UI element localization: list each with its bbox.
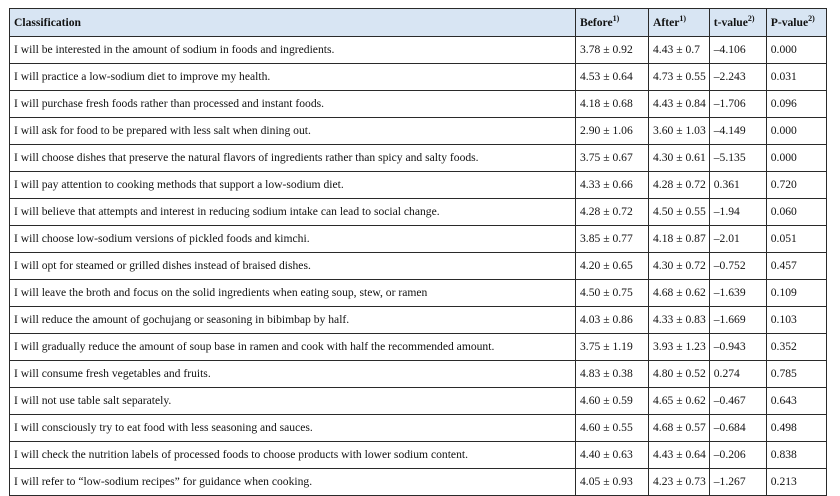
cell-after: 4.68 ± 0.57 xyxy=(649,415,710,442)
header-t-value-footnote: 2) xyxy=(747,13,755,23)
cell-p-value: 0.096 xyxy=(766,91,826,118)
header-t-value xyxy=(709,9,766,37)
cell-p-value: 0.031 xyxy=(766,64,826,91)
table-row xyxy=(10,172,827,199)
table-row xyxy=(10,469,827,496)
table-row xyxy=(10,91,827,118)
cell-after: 4.43 ± 0.64 xyxy=(649,442,710,469)
cell-after: 4.28 ± 0.72 xyxy=(649,172,710,199)
cell-classification: I will leave the broth and focus on the solid ingredients when eating soup, stew, or ramen xyxy=(10,280,576,307)
cell-classification: I will consume fresh vegetables and fruits. xyxy=(10,361,576,388)
cell-after: 4.68 ± 0.62 xyxy=(649,280,710,307)
cell-before: 4.05 ± 0.93 xyxy=(576,469,649,496)
cell-after: 4.50 ± 0.55 xyxy=(649,199,710,226)
header-after-footnote: 1) xyxy=(679,13,687,23)
cell-t-value: –1.669 xyxy=(709,307,766,334)
cell-t-value: –4.106 xyxy=(709,37,766,64)
cell-t-value: –2.243 xyxy=(709,64,766,91)
header-before xyxy=(576,9,649,37)
table-row xyxy=(10,307,827,334)
table-row xyxy=(10,145,827,172)
table-container xyxy=(9,8,827,496)
cell-before: 4.60 ± 0.59 xyxy=(576,388,649,415)
cell-before: 4.03 ± 0.86 xyxy=(576,307,649,334)
cell-t-value: –0.752 xyxy=(709,253,766,280)
cell-t-value: –0.206 xyxy=(709,442,766,469)
cell-classification: I will reduce the amount of gochujang or seasoning in bibimbap by half. xyxy=(10,307,576,334)
table-row xyxy=(10,334,827,361)
cell-t-value: –1.706 xyxy=(709,91,766,118)
data-table xyxy=(9,8,827,496)
cell-p-value: 0.785 xyxy=(766,361,826,388)
header-p-value xyxy=(766,9,826,37)
cell-p-value: 0.838 xyxy=(766,442,826,469)
cell-p-value: 0.498 xyxy=(766,415,826,442)
header-before-label: Before xyxy=(580,15,613,29)
table-row xyxy=(10,253,827,280)
table-row xyxy=(10,361,827,388)
cell-after: 3.60 ± 1.03 xyxy=(649,118,710,145)
cell-classification: I will choose dishes that preserve the natural flavors of ingredients rather than spicy and salty foods. xyxy=(10,145,576,172)
cell-after: 4.80 ± 0.52 xyxy=(649,361,710,388)
cell-after: 4.23 ± 0.73 xyxy=(649,469,710,496)
cell-after: 3.93 ± 1.23 xyxy=(649,334,710,361)
cell-classification: I will believe that attempts and interest in reducing sodium intake can lead to social change. xyxy=(10,199,576,226)
header-p-value-footnote: 2) xyxy=(808,13,815,23)
cell-before: 4.20 ± 0.65 xyxy=(576,253,649,280)
cell-classification: I will consciously try to eat food with less seasoning and sauces. xyxy=(10,415,576,442)
table-row xyxy=(10,118,827,145)
cell-p-value: 0.720 xyxy=(766,172,826,199)
cell-t-value: –5.135 xyxy=(709,145,766,172)
cell-classification: I will be interested in the amount of sodium in foods and ingredients. xyxy=(10,37,576,64)
header-row xyxy=(10,9,827,37)
cell-p-value: 0.213 xyxy=(766,469,826,496)
cell-p-value: 0.000 xyxy=(766,37,826,64)
cell-before: 4.60 ± 0.55 xyxy=(576,415,649,442)
cell-after: 4.43 ± 0.84 xyxy=(649,91,710,118)
cell-p-value: 0.457 xyxy=(766,253,826,280)
cell-before: 4.40 ± 0.63 xyxy=(576,442,649,469)
cell-t-value: 0.274 xyxy=(709,361,766,388)
cell-classification: I will purchase fresh foods rather than processed and instant foods. xyxy=(10,91,576,118)
cell-t-value: –4.149 xyxy=(709,118,766,145)
cell-after: 4.73 ± 0.55 xyxy=(649,64,710,91)
cell-t-value: –2.01 xyxy=(709,226,766,253)
table-row xyxy=(10,442,827,469)
cell-before: 3.75 ± 1.19 xyxy=(576,334,649,361)
cell-classification: I will opt for steamed or grilled dishes instead of braised dishes. xyxy=(10,253,576,280)
header-t-value-label: t-value xyxy=(713,15,748,29)
table-row xyxy=(10,388,827,415)
cell-before: 4.83 ± 0.38 xyxy=(576,361,649,388)
cell-p-value: 0.352 xyxy=(766,334,826,361)
cell-p-value: 0.000 xyxy=(766,145,826,172)
cell-p-value: 0.643 xyxy=(766,388,826,415)
cell-p-value: 0.051 xyxy=(766,226,826,253)
cell-classification: I will choose low-sodium versions of pickled foods and kimchi. xyxy=(10,226,576,253)
cell-before: 4.53 ± 0.64 xyxy=(576,64,649,91)
header-classification xyxy=(10,9,576,37)
cell-t-value: –1.639 xyxy=(709,280,766,307)
cell-t-value: –0.943 xyxy=(709,334,766,361)
table-row xyxy=(10,37,827,64)
header-p-value-label: P-value xyxy=(770,15,809,29)
cell-after: 4.43 ± 0.7 xyxy=(649,37,710,64)
table-row xyxy=(10,64,827,91)
header-after-label: After xyxy=(653,15,680,29)
cell-p-value: 0.060 xyxy=(766,199,826,226)
cell-after: 4.65 ± 0.62 xyxy=(649,388,710,415)
header-classification-label: Classification xyxy=(14,15,81,29)
table-row xyxy=(10,199,827,226)
table-row xyxy=(10,226,827,253)
cell-classification: I will refer to “low-sodium recipes” for guidance when cooking. xyxy=(10,469,576,496)
table-body xyxy=(10,37,827,496)
cell-classification: I will check the nutrition labels of processed foods to choose products with lower sodium content. xyxy=(10,442,576,469)
cell-p-value: 0.109 xyxy=(766,280,826,307)
cell-t-value: –1.267 xyxy=(709,469,766,496)
cell-before: 3.78 ± 0.92 xyxy=(576,37,649,64)
cell-before: 4.28 ± 0.72 xyxy=(576,199,649,226)
cell-t-value: –1.94 xyxy=(709,199,766,226)
cell-classification: I will practice a low-sodium diet to improve my health. xyxy=(10,64,576,91)
table-row xyxy=(10,280,827,307)
cell-after: 4.30 ± 0.61 xyxy=(649,145,710,172)
cell-t-value: 0.361 xyxy=(709,172,766,199)
cell-before: 4.33 ± 0.66 xyxy=(576,172,649,199)
table-header xyxy=(10,9,827,37)
cell-after: 4.30 ± 0.72 xyxy=(649,253,710,280)
cell-before: 3.75 ± 0.67 xyxy=(576,145,649,172)
cell-t-value: –0.684 xyxy=(709,415,766,442)
header-before-footnote: 1) xyxy=(612,13,620,23)
cell-after: 4.33 ± 0.83 xyxy=(649,307,710,334)
cell-before: 4.18 ± 0.68 xyxy=(576,91,649,118)
cell-classification: I will not use table salt separately. xyxy=(10,388,576,415)
cell-before: 3.85 ± 0.77 xyxy=(576,226,649,253)
table-row xyxy=(10,415,827,442)
cell-p-value: 0.103 xyxy=(766,307,826,334)
cell-classification: I will pay attention to cooking methods that support a low-sodium diet. xyxy=(10,172,576,199)
cell-classification: I will ask for food to be prepared with less salt when dining out. xyxy=(10,118,576,145)
cell-before: 4.50 ± 0.75 xyxy=(576,280,649,307)
cell-p-value: 0.000 xyxy=(766,118,826,145)
cell-after: 4.18 ± 0.87 xyxy=(649,226,710,253)
cell-before: 2.90 ± 1.06 xyxy=(576,118,649,145)
header-after xyxy=(649,9,710,37)
cell-t-value: –0.467 xyxy=(709,388,766,415)
cell-classification: I will gradually reduce the amount of soup base in ramen and cook with half the recommended amount. xyxy=(10,334,576,361)
